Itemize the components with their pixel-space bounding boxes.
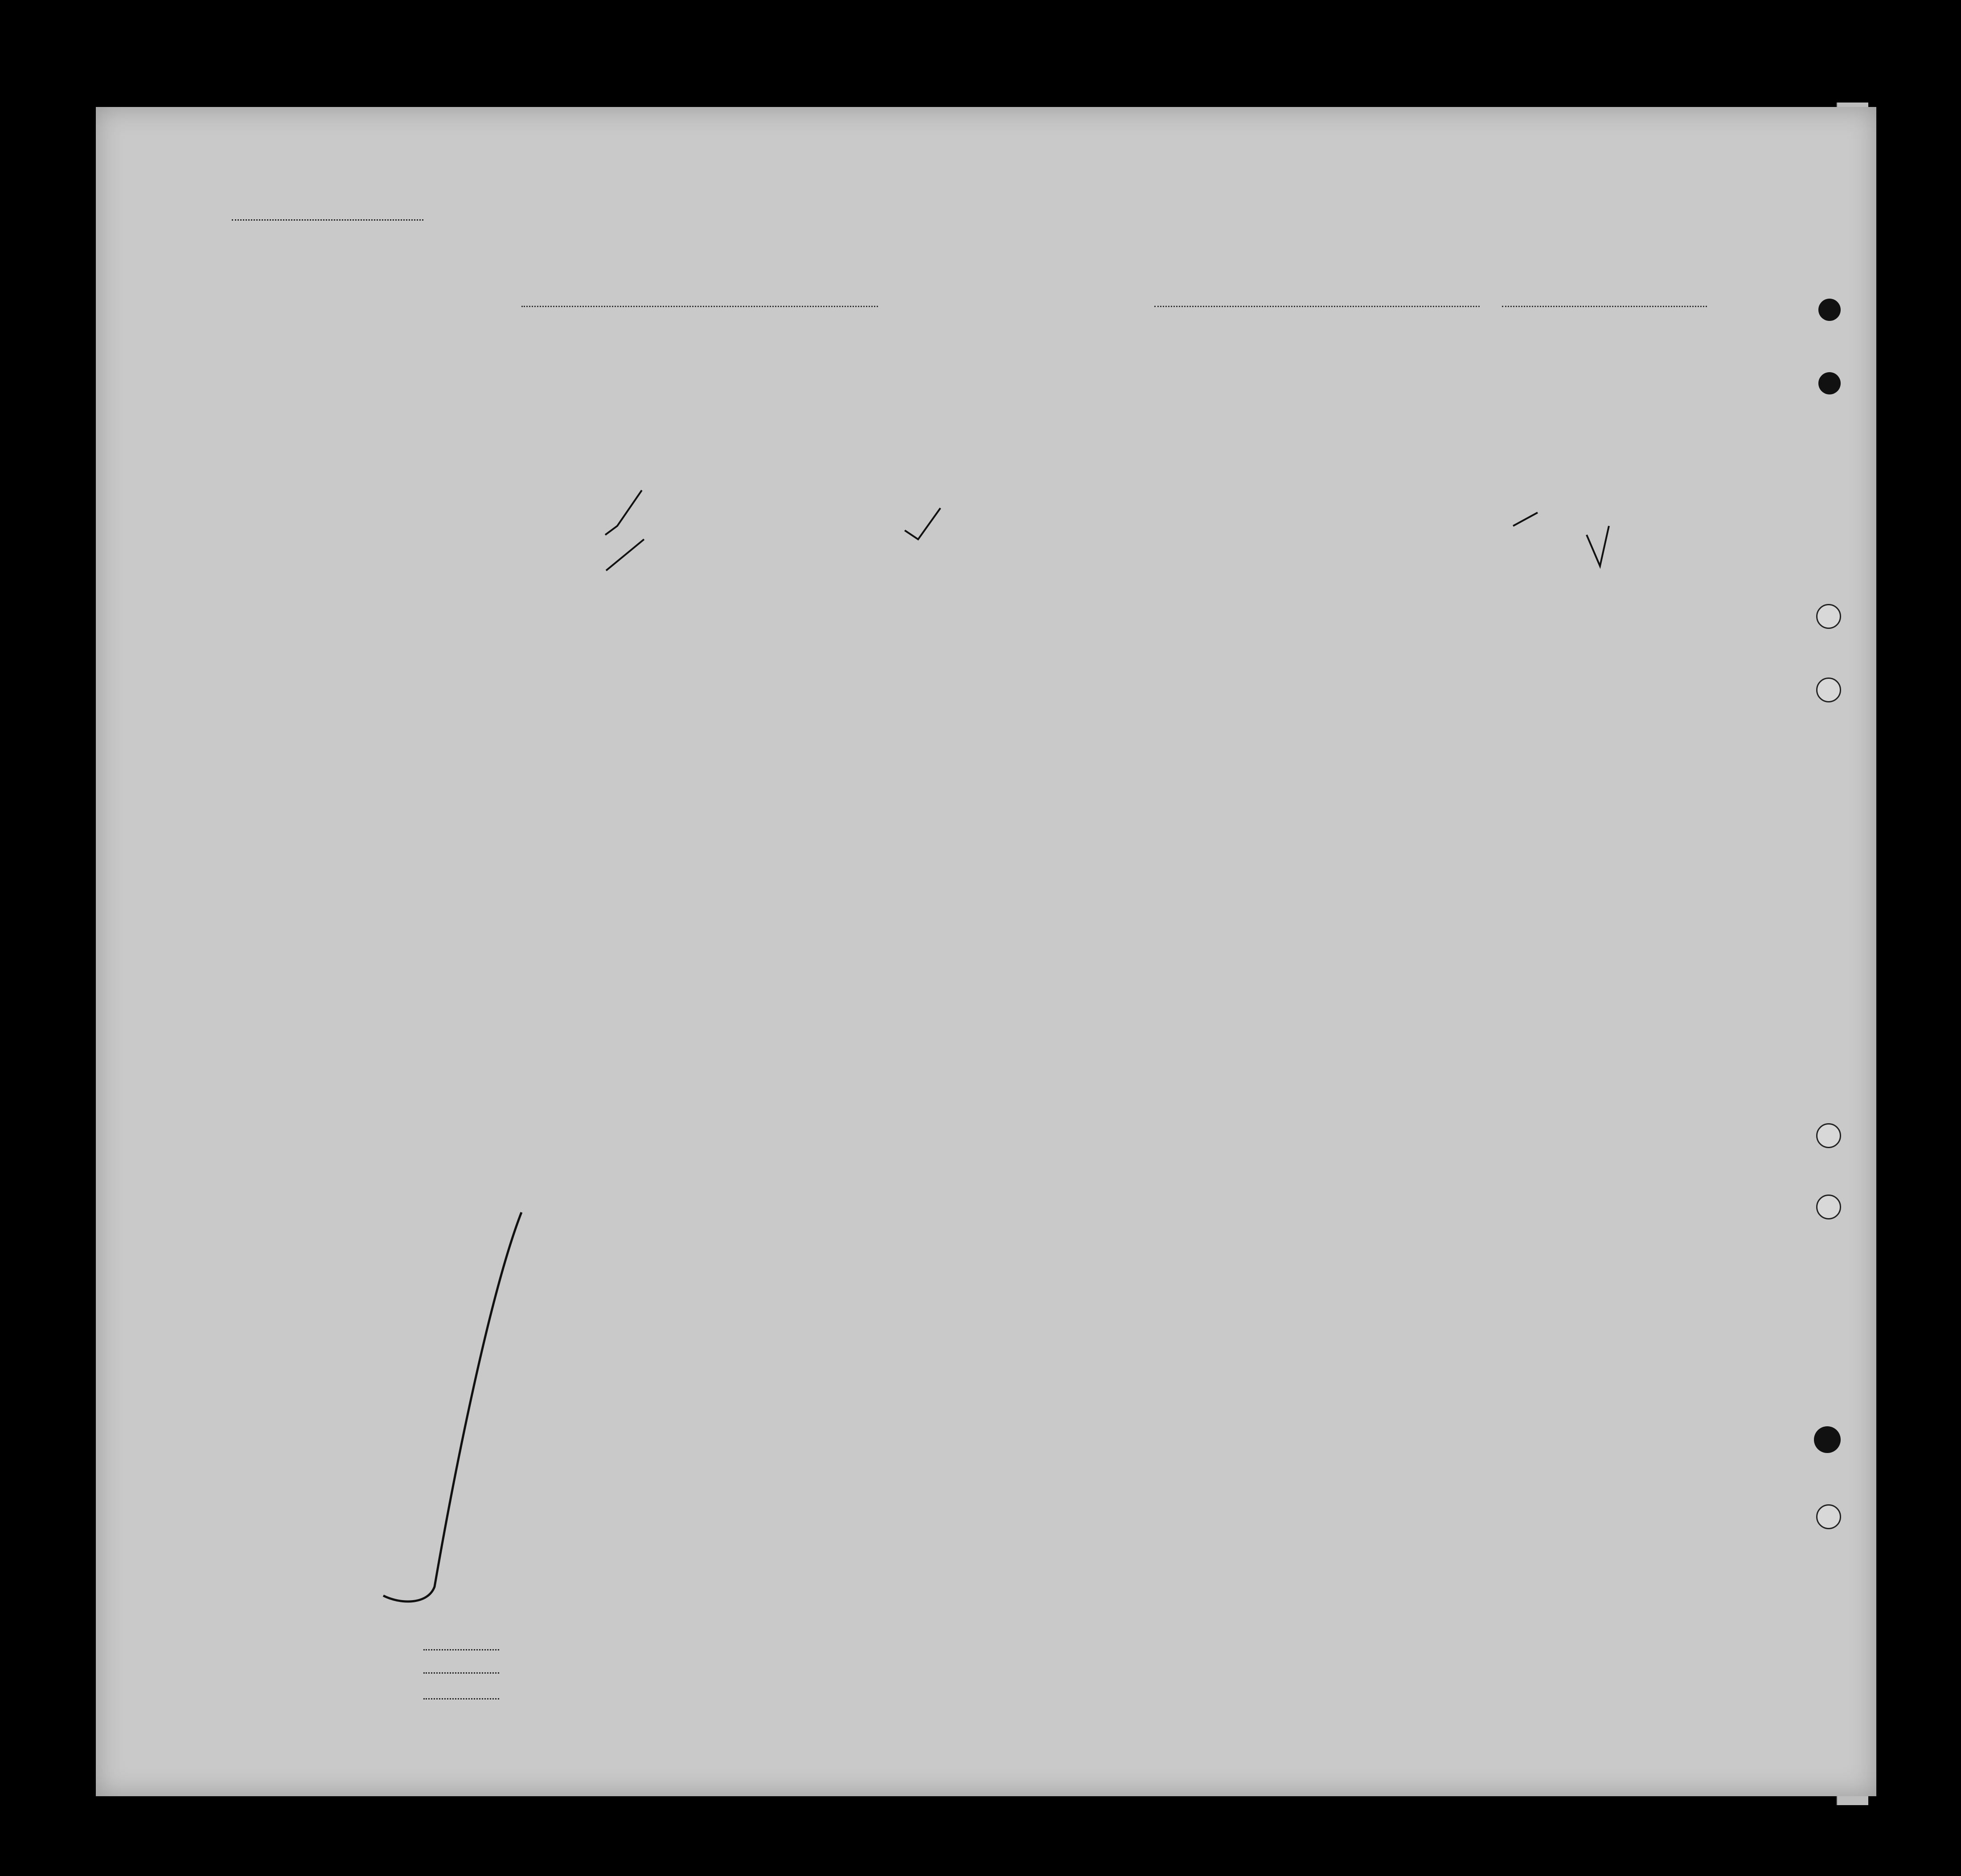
check-mark <box>1587 526 1609 566</box>
footer-aliens-line <box>423 1698 499 1699</box>
footer-total-line <box>423 1649 499 1650</box>
check-mark <box>905 508 940 539</box>
footer-us-citizens-line <box>423 1672 499 1674</box>
punch-hole <box>1818 372 1841 394</box>
check-mark <box>605 490 642 535</box>
punch-hole <box>1816 1195 1841 1219</box>
punch-hole <box>1816 677 1841 702</box>
punch-hole <box>1818 299 1841 321</box>
check-mark <box>606 539 644 571</box>
check-mark <box>1513 513 1538 526</box>
punch-hole <box>1814 1426 1841 1453</box>
punch-hole <box>1816 604 1841 629</box>
punch-hole <box>1816 1504 1841 1529</box>
punch-hole <box>1816 1123 1841 1148</box>
long-stroke <box>383 1212 521 1601</box>
